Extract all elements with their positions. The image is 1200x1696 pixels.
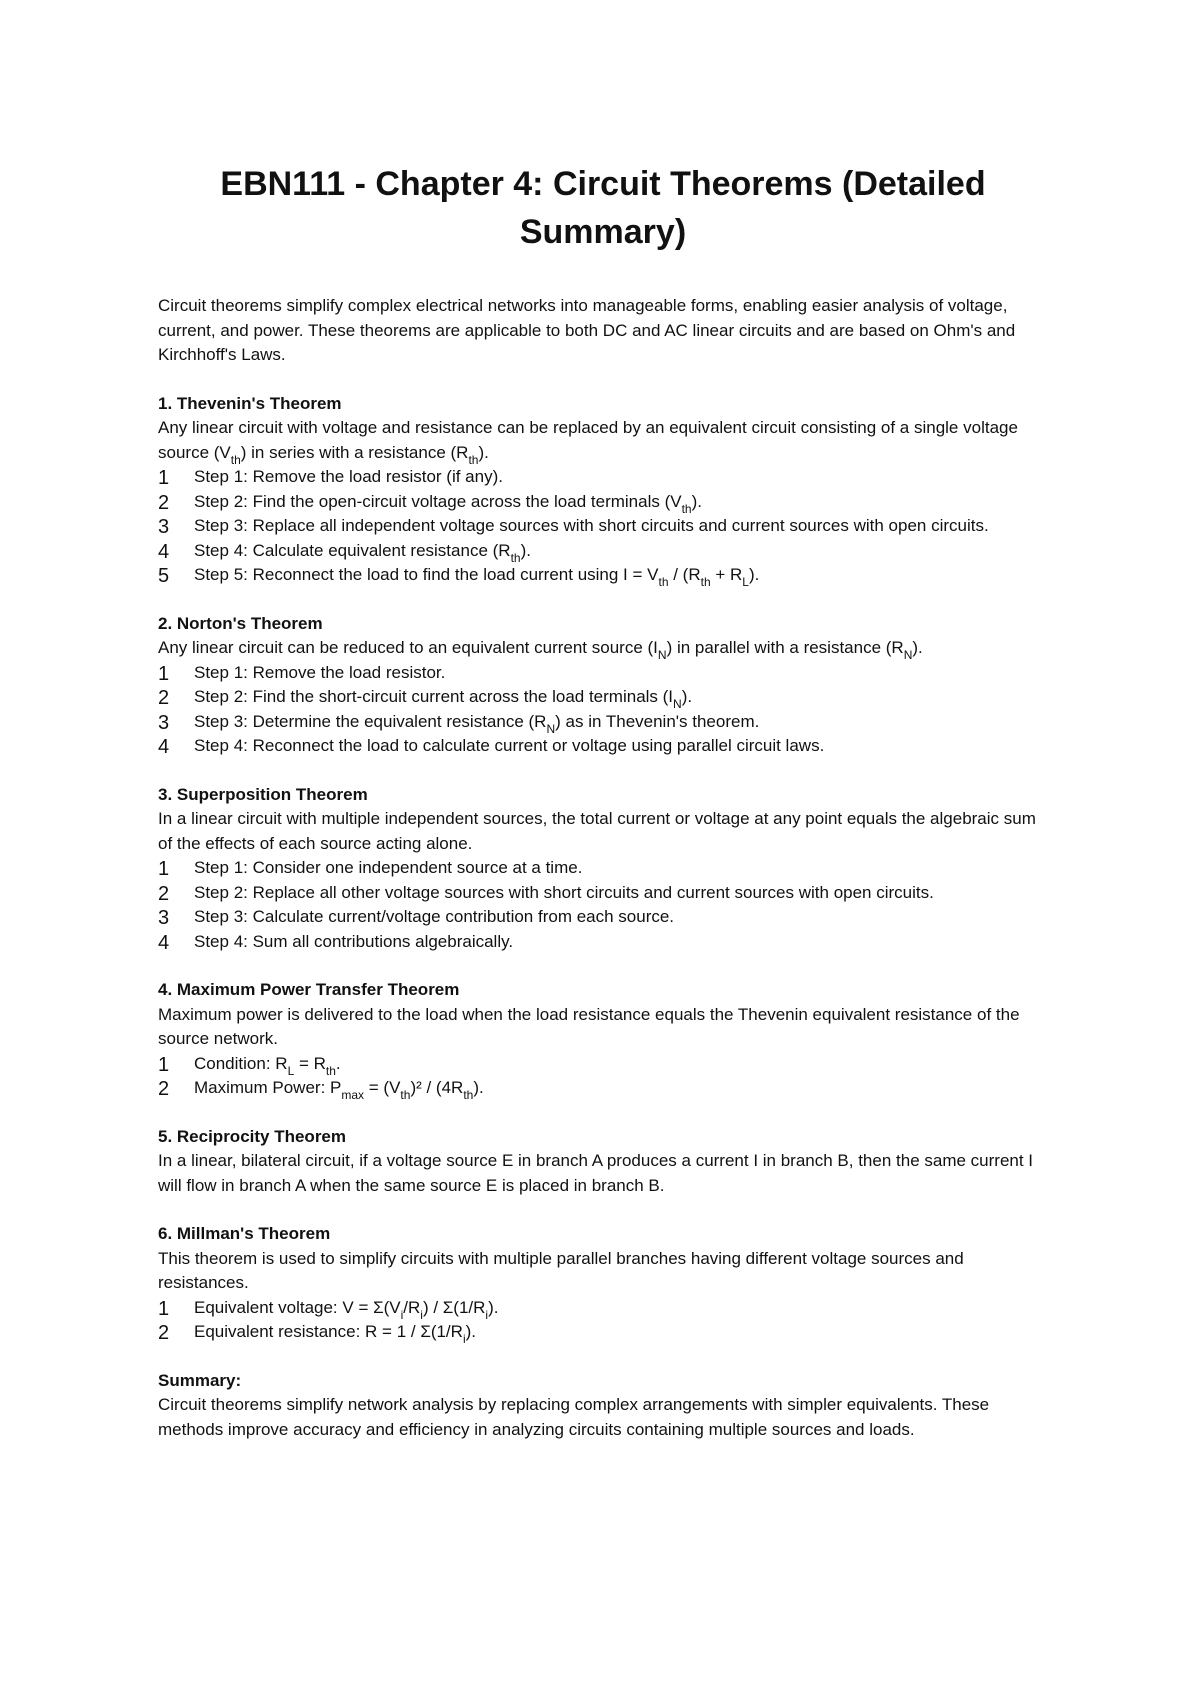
list-item-text: Equivalent voltage: $V = \Sigma(V_i/R_i) / \Sigma(1/R_i)$.	[194, 1297, 499, 1322]
list-item-number: 1	[158, 858, 170, 880]
list-item-number: 4	[158, 540, 170, 563]
list-item-text: Condition: $R_L = R_{th}$.	[194, 1053, 341, 1078]
list-item-number: 1	[158, 467, 170, 489]
list-item-number: 3	[158, 516, 170, 538]
list-item-text: Step 3: Calculate current/voltage contribution from each source.	[194, 907, 675, 926]
list-item-text: Step 1: Consider one independent source at a time.	[194, 858, 583, 877]
section-title: 4. Maximum Power Transfer Theorem	[158, 980, 460, 999]
list-item-text: Step 3: Replace all independent voltage sources with short circuits and current sources with open circuits.	[194, 516, 989, 535]
section-description: In a linear circuit with multiple independent sources, the total current or voltage at any point equals the algebraic sum of the effects of each source acting alone.	[158, 809, 1036, 853]
list-item	[158, 490, 1048, 515]
section-title: 2. Norton's Theorem	[158, 613, 323, 633]
section-title: Summary:	[158, 1370, 242, 1390]
list-item-number: 3	[158, 711, 170, 734]
section-title: 1. Thevenin's Theorem	[158, 393, 342, 413]
list-item-text: Step 3: Determine the equivalent resistance $(R_N)$ as in Thevenin's theorem.	[194, 711, 760, 736]
list-item-text: Step 2: Find the open-circuit voltage across the load terminals $(V_{th})$.	[194, 491, 702, 516]
list-item-number: 1	[158, 1297, 170, 1320]
list-item-text: Step 1: Remove the load resistor (if any).	[194, 467, 503, 486]
list-item-number: 2	[158, 1322, 170, 1344]
list-item	[158, 881, 1048, 906]
list-item-text: Equivalent resistance: $R = 1 / \Sigma(1/R_i)$.	[194, 1322, 476, 1346]
section-6	[158, 1222, 1048, 1345]
list-item-number: 2	[158, 1078, 170, 1100]
list-item	[158, 905, 1048, 930]
list-item-text: Maximum Power: $P_{max} = (V_{th})^2 / (4R_{th})$.	[194, 1078, 484, 1102]
section-description: Circuit theorems simplify network analysis by replacing complex arrangements with simpler equivalents. These methods improve accuracy and efficiency in analyzing circuits containing multiple sources and loads.	[158, 1395, 990, 1439]
list-item	[158, 710, 1048, 735]
section-title: 5. Reciprocity Theorem	[158, 1126, 347, 1146]
list-item-number: 2	[158, 882, 170, 905]
list-item	[158, 1320, 1048, 1345]
section-description: In a linear, bilateral circuit, if a voltage source E in branch A produces a current I in branch B, then the same current I will flow in branch A when the same source E is placed in branch B.	[158, 1151, 1034, 1195]
step-list	[158, 465, 1048, 588]
section-2	[158, 612, 1048, 759]
list-item	[158, 539, 1048, 564]
list-item	[158, 734, 1048, 759]
section-title: 6. Millman's Theorem	[158, 1224, 331, 1243]
list-item-number: 3	[158, 907, 170, 929]
step-list	[158, 1052, 1048, 1101]
section-3	[158, 783, 1048, 955]
list-item-text: Step 4: Calculate equivalent resistance $(R_{th})$.	[194, 540, 531, 565]
section-1	[158, 392, 1048, 588]
section-5	[158, 1125, 1048, 1199]
document-content	[158, 0, 1048, 1442]
section-description: This theorem is used to simplify circuits with multiple parallel branches having different voltage sources and resistances.	[158, 1248, 964, 1292]
step-list	[158, 856, 1048, 954]
list-item	[158, 514, 1048, 539]
list-item	[158, 1052, 1048, 1077]
section-title: 3. Superposition Theorem	[158, 784, 368, 804]
list-item-number: 2	[158, 687, 170, 709]
section-description: Any linear circuit can be reduced to an equivalent current source $(I_N)$ in parallel with a resistance $(R_N)$.	[158, 638, 923, 662]
list-item-text: Step 1: Remove the load resistor.	[194, 662, 446, 682]
list-item-text: Step 2: Find the short-circuit current across the load terminals $(I_N)$.	[194, 687, 693, 711]
list-item-text: Step 5: Reconnect the load to find the load current using $I = V_{th} / (R_{th} + R_L)$.	[194, 565, 760, 589]
intro-paragraph: Circuit theorems simplify complex electrical networks into manageable forms, enabling easier analysis of voltage, current, and power. These theorems are applicable to both DC and AC linear circuits and are based on Ohm's and Kirchhoff's Laws.	[158, 296, 1016, 364]
section-4	[158, 978, 1048, 1101]
list-item	[158, 685, 1048, 710]
list-item-text: Step 4: Reconnect the load to calculate current or voltage using parallel circuit laws.	[194, 736, 825, 755]
list-item-number: 4	[158, 931, 170, 954]
list-item-number: 2	[158, 491, 170, 514]
step-list	[158, 1296, 1048, 1345]
list-item	[158, 1076, 1048, 1101]
sections-container	[158, 392, 1048, 1443]
list-item-text: Step 2: Replace all other voltage sources with short circuits and current sources with open circuits.	[194, 882, 934, 902]
list-item	[158, 563, 1048, 588]
list-item	[158, 856, 1048, 881]
document-title: EBN111 - Chapter 4: Circuit Theorems (Detailed Summary)	[220, 165, 986, 251]
section-description: Any linear circuit with voltage and resistance can be replaced by an equivalent circuit consisting of a single voltage source $(V_{th})$ in series with a resistance $(R_{th})$.	[158, 418, 1018, 467]
list-item	[158, 930, 1048, 955]
list-item	[158, 465, 1048, 490]
list-item	[158, 1296, 1048, 1321]
step-list	[158, 661, 1048, 759]
list-item-number: 1	[158, 662, 170, 685]
list-item	[158, 661, 1048, 686]
list-item-number: 5	[158, 565, 170, 587]
section-7	[158, 1369, 1048, 1443]
list-item-number: 4	[158, 736, 170, 758]
section-description: Maximum power is delivered to the load when the load resistance equals the Thevenin equivalent resistance of the source network.	[158, 1004, 1020, 1048]
list-item-number: 1	[158, 1053, 170, 1076]
list-item-text: Step 4: Sum all contributions algebraically.	[194, 931, 514, 951]
